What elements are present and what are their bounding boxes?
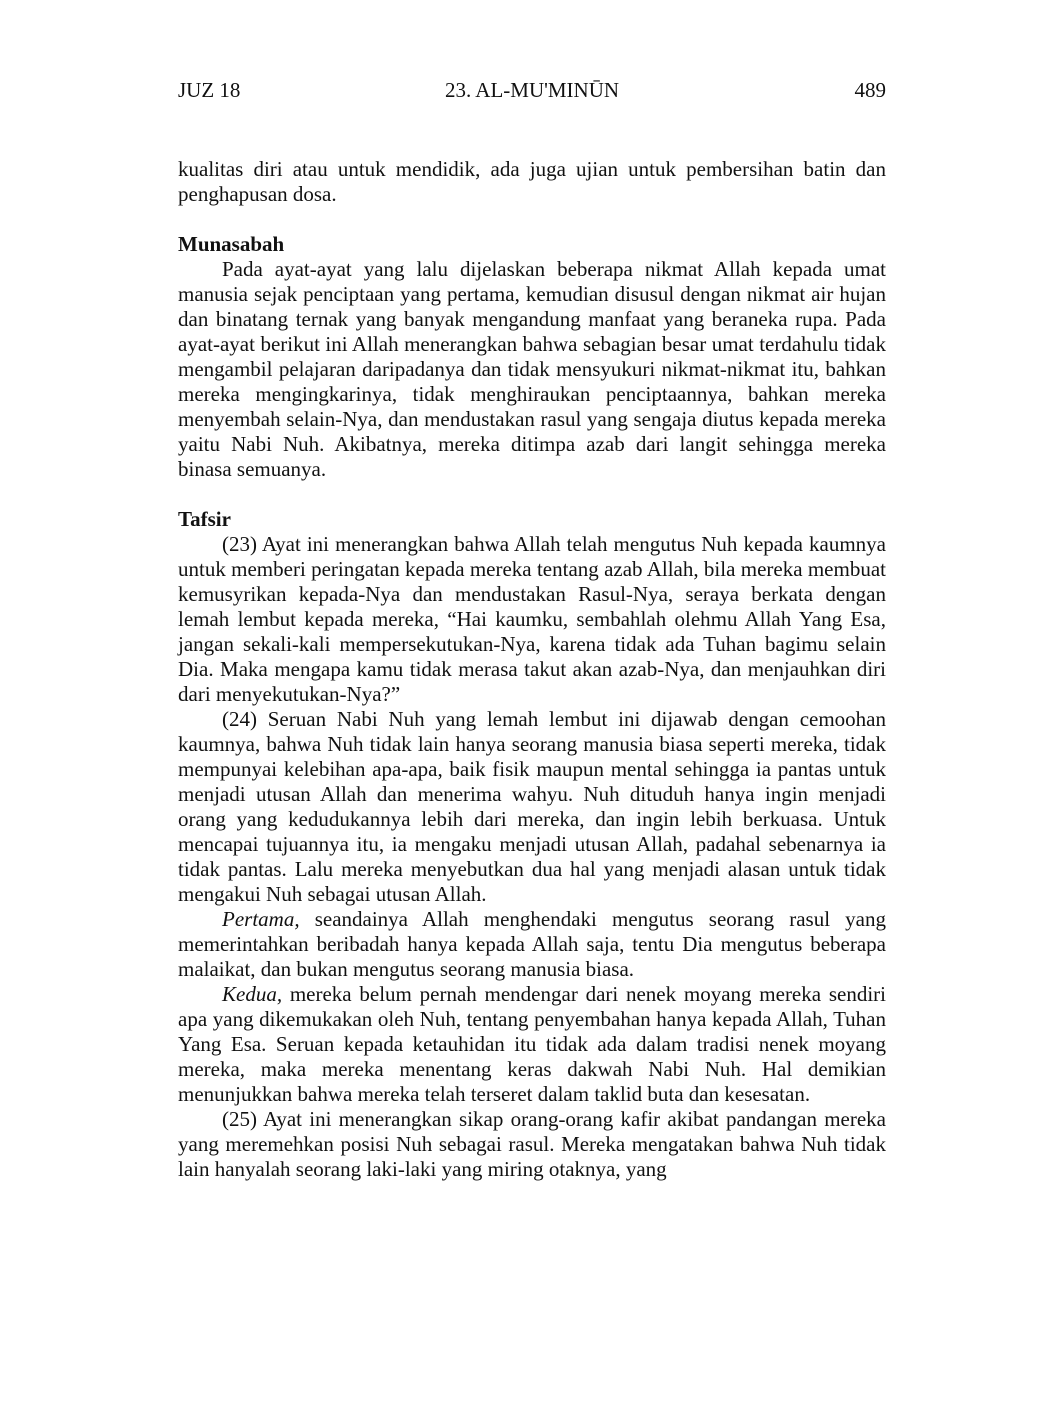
spacer <box>178 482 886 507</box>
tafsir-pertama <box>178 907 886 982</box>
surah-title: 23. AL-MU'MINŪN <box>444 78 620 102</box>
tafsir-heading: Tafsir <box>178 507 231 531</box>
page-number: 489 <box>854 78 886 102</box>
intro-paragraph: kualitas diri atau untuk mendidik, ada juga ujian untuk pembersihan batin dan penghapusan dosa. <box>178 157 886 206</box>
munasabah-paragraph: Pada ayat-ayat yang lalu dijelaskan beberapa nikmat Allah kepada umat manusia sejak penciptaan yang pertama, kemudian disusul dengan nikmat air hujan dan binatang ternak yang banyak mengandung manfaat yang beraneka rupa. Pada ayat-ayat berikut ini Allah menerangkan bahwa sebagian besar umat terdahulu tidak mengambil pelajaran daripadanya dan tidak mensyukuri nikmat-nikmat itu, bahkan mereka mengingkarinya, tidak menghiraukan penciptaannya, bahkan mereka menyembah selain-Nya, dan mendustakan rasul yang sengaja diutus kepada mereka yaitu Nabi Nuh. Akibatnya, mereka ditimpa azab dari langit sehingga mereka binasa semuanya. <box>178 257 886 481</box>
kedua-text: mereka belum pernah mendengar dari nenek moyang mereka sendiri apa yang dikemukakan oleh Nuh, tentang penyembahan hanya kepada Allah, Tuhan Yang Esa. Seruan kepada ketauhidan itu tidak ada dalam tradisi nenek moyang mereka, maka mereka menentang keras dakwah Nabi Nuh. Hal demikian menunjukkan bahwa mereka telah terseret dalam taklid buta dan kesesatan. <box>178 982 886 1106</box>
pertama-text: seandainya Allah menghendaki mengutus seorang rasul yang memerintahkan beribadah hanya kepada Allah saja, tentu Dia mengutus beberapa malaikat, dan bukan mengutus seorang manusia biasa. <box>178 907 886 981</box>
juz-label: JUZ 18 <box>178 78 241 102</box>
spacer <box>178 207 886 232</box>
tafsir-verse-23: (23) Ayat ini menerangkan bahwa Allah telah mengutus Nuh kepada kaumnya untuk memberi peringatan kepada mereka tentang azab Allah, bila mereka membuat kemusyrikan kepada-Nya dan mendustakan Rasul-Nya, seraya berkata dengan lemah lembut kepada mereka, “Hai kaumku, sembahlah olehmu Allah Yang Esa, jangan sekali-kali mempersekutukan-Nya, karena tidak ada Tuhan bagimu selain Dia. Maka mengapa kamu tidak merasa takut akan azab-Nya, dan menjauhkan diri dari menyekutukan-Nya?” <box>178 532 886 706</box>
page-body <box>178 157 886 1182</box>
pertama-label: Pertama, <box>222 907 300 931</box>
munasabah-heading: Munasabah <box>178 232 285 256</box>
page-header <box>178 76 886 104</box>
tafsir-kedua <box>178 982 886 1107</box>
kedua-label: Kedua, <box>222 982 283 1006</box>
tafsir-verse-25: (25) Ayat ini menerangkan sikap orang-orang kafir akibat pandangan mereka yang meremehkan posisi Nuh sebagai rasul. Mereka mengatakan bahwa Nuh tidak lain hanyalah seorang laki-laki yang miring otaknya, yang <box>178 1107 886 1181</box>
tafsir-verse-24: (24) Seruan Nabi Nuh yang lemah lembut ini dijawab dengan cemoohan kaumnya, bahwa Nuh tidak lain hanya seorang manusia biasa seperti mereka, tidak mempunyai kelebihan apa-apa, baik fisik maupun mental sehingga ia pantas untuk menjadi utusan Allah dan menerima wahyu. Nuh dituduh hanya ingin menjadi orang yang kedudukannya lebih dari mereka, dan ingin lebih berkuasa. Untuk mencapai tujuannya itu, ia mengaku menjadi utusan Allah, padahal sebenarnya ia tidak pantas. Lalu mereka menyebutkan dua hal yang menjadi alasan untuk tidak mengakui Nuh sebagai utusan Allah. <box>178 707 886 906</box>
